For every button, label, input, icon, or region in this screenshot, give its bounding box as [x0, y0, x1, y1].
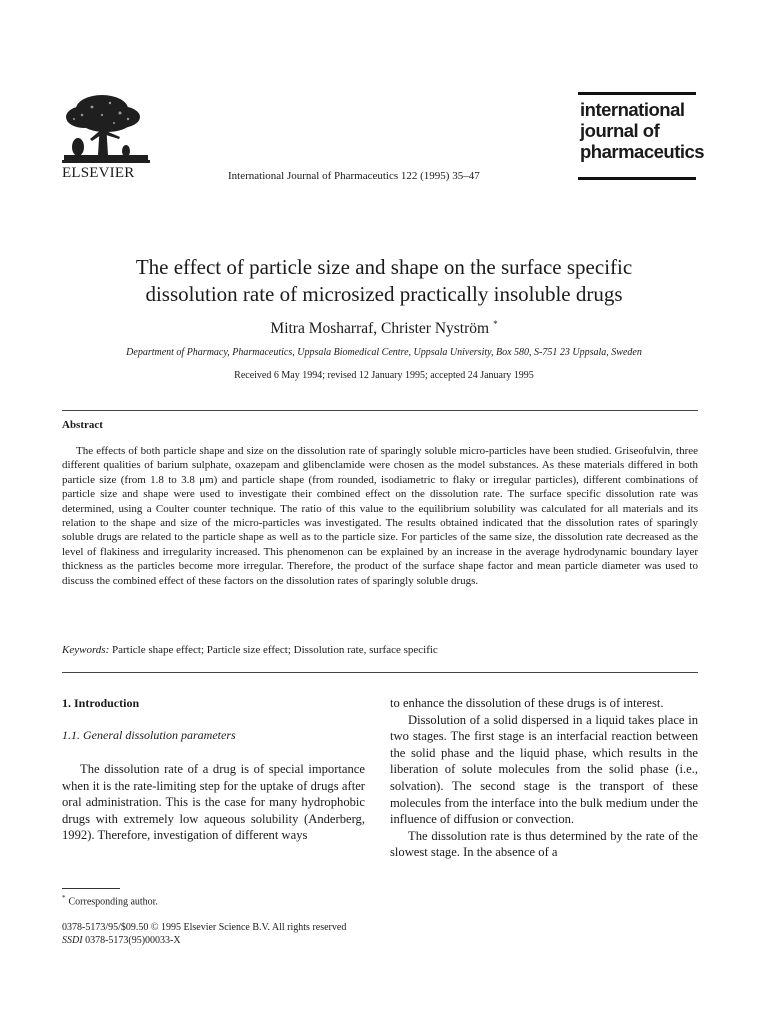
keywords-label: Keywords: — [62, 644, 110, 656]
footnote-mark: * — [62, 894, 66, 902]
abstract-bottom-rule — [62, 672, 698, 673]
authors — [40, 319, 728, 338]
copyright-line: 0378-5173/95/$09.50 © 1995 Elsevier Science B.V. All rights reserved — [62, 922, 347, 933]
keywords — [62, 644, 698, 656]
abstract-heading: Abstract — [62, 419, 103, 431]
right-paragraph-1: to enhance the dissolution of these drugs is of interest. — [390, 696, 664, 710]
footnote — [62, 894, 158, 907]
received-dates: Received 6 May 1994; revised 12 January 1995; accepted 24 January 1995 — [234, 370, 534, 381]
ssdi-label: SSDI — [62, 935, 83, 946]
article-title — [40, 254, 728, 308]
keywords-list: Particle shape effect; Particle size effect; Dissolution rate, surface specific — [112, 644, 438, 656]
section-heading-introduction: 1. Introduction — [62, 696, 140, 710]
right-paragraph-2: Dissolution of a solid dispersed in a liquid takes place in two stages. The first stage is an interfacial reaction between the solid phase and the liquid phase, which results in the liberation of solute molecules from the solid phase (i.e., solvation). The second stage is the transport of these molecules from the interface into the bulk medium under the influence of diffusion or convection. — [390, 712, 698, 827]
journal-title-rule-top — [578, 92, 696, 95]
copyright-block — [62, 921, 346, 947]
abstract-top-rule — [62, 410, 698, 411]
journal-title-line-2: journal of — [580, 120, 660, 141]
right-column-text — [390, 695, 698, 861]
journal-title — [580, 99, 705, 162]
elsevier-tree-logo — [62, 93, 152, 168]
ssdi-number: 0378-5173(95)00033-X — [85, 935, 181, 946]
publisher-name: ELSEVIER — [62, 165, 135, 181]
ssdi-line — [62, 934, 346, 947]
affiliation: Department of Pharmacy, Pharmaceutics, Uppsala Biomedical Centre, Uppsala University, Box 580, S-751 23 Uppsala, Sweden — [126, 347, 642, 358]
article-title-line-1: The effect of particle size and shape on the surface specific — [135, 255, 633, 279]
article-title-line-2: dissolution rate of microsized practically insoluble drugs — [145, 282, 623, 306]
subsection-heading: 1.1. General dissolution parameters — [62, 728, 236, 742]
footnote-rule — [62, 888, 120, 889]
journal-title-line-3: pharmaceutics — [580, 141, 705, 162]
journal-citation: International Journal of Pharmaceutics 122 (1995) 35–47 — [228, 170, 480, 182]
journal-title-rule-bottom — [578, 177, 696, 180]
corresponding-author-mark: * — [493, 319, 498, 329]
journal-title-line-1: international — [580, 99, 685, 120]
author-names: Mitra Mosharraf, Christer Nyström — [270, 320, 490, 338]
right-paragraph-3: The dissolution rate is thus determined by the rate of the slowest stage. In the absence of a — [390, 828, 698, 860]
abstract-text: The effects of both particle shape and size on the dissolution rate of sparingly soluble micro-particles have been studied. Griseofulvin, three different qualities of barium sulphate, oxazepam and glibenclamide were chosen as the model substances. As these materials differed in both particle size (from 1.8 to 3.8 μm) and particle shape (from rounded, isodiametric to flaky or irregular particles), different combinations of particle size and shape were used to investigate their combined effect on the dissolution rate. The surface specific dissolution rate was determined, using a Coulter counter technique. The ratio of this value to the equilibrium solubility was calculated for all materials and its relation to the shape and size of the micro-particles was investigated. The results obtained indicated that the dissolution rates of sparingly soluble drugs are related to the particle shape as well as to the particle size. For particles of the same size, the dissolution rate decreased as the level of flakiness and irregularity increased. This phenomenon can be explained by an increase in the average hydrodynamic boundary layer thickness as the particles become more irregular. Therefore, the product of the surface shape factor and mean particle diameter was used to discuss the combined effect of these factors on the dissolution rates of sparingly soluble drugs. — [62, 445, 698, 587]
left-column-paragraph: The dissolution rate of a drug is of special importance when it is the rate-limiting step for the uptake of drugs after oral administration. This is the case for many hydrophobic drugs with extremely low aqueous solubility (Anderberg, 1992). Therefore, investigation of different ways — [62, 762, 365, 843]
footnote-text: Corresponding author. — [68, 896, 158, 908]
